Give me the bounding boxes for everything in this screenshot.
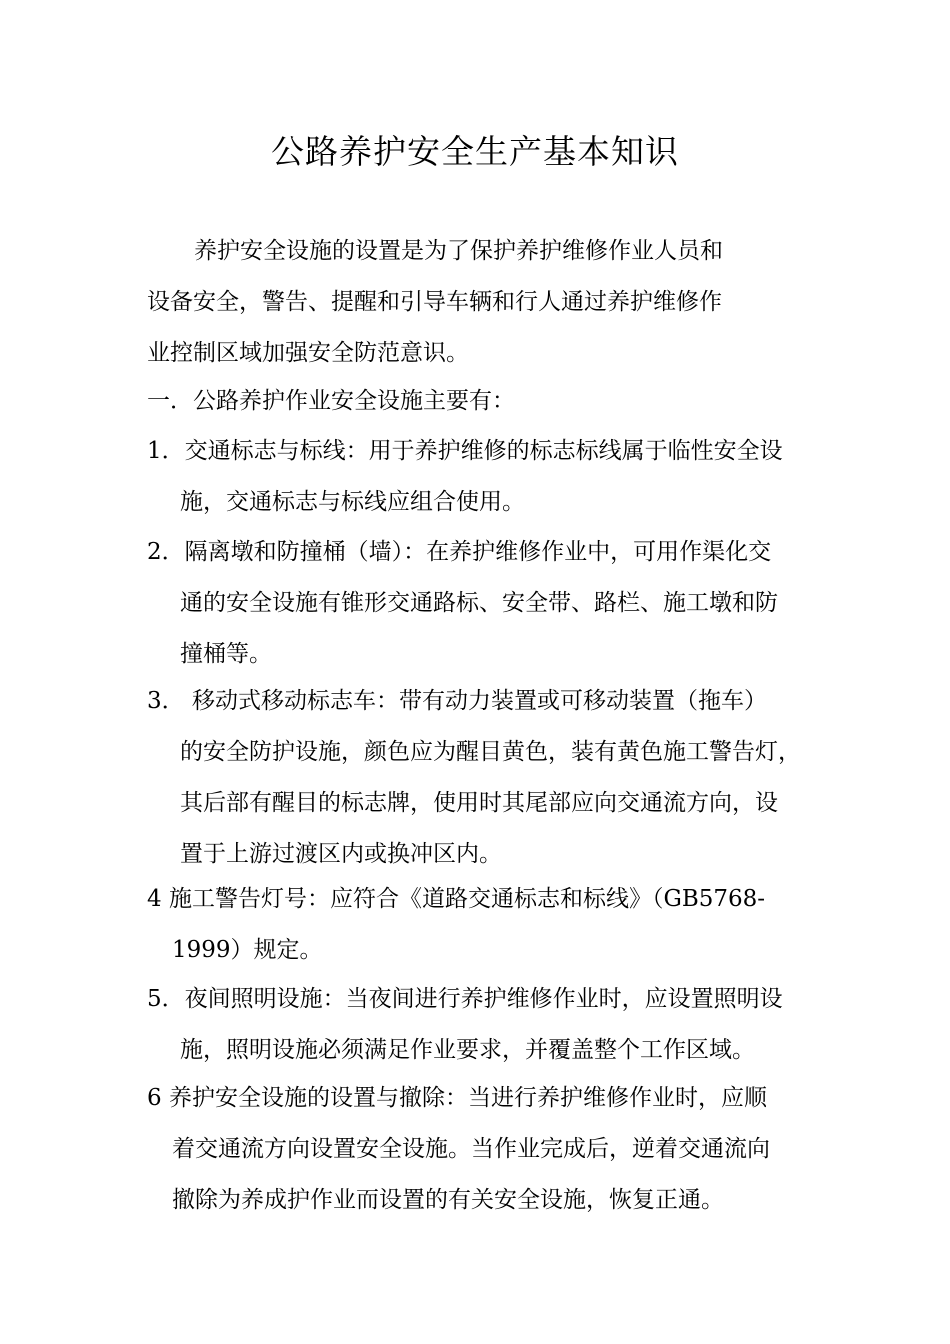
list-item-line: 施，照明设施必须满足作业要求，并覆盖整个工作区域。 — [180, 1037, 755, 1063]
list-item-line: 6 养护安全设施的设置与撤除：当进行养护维修作业时，应顺 — [147, 1085, 767, 1111]
list-item-line: 其后部有醒目的标志牌，使用时其尾部应向交通流方向，设 — [180, 790, 778, 816]
intro-paragraph — [147, 226, 723, 379]
list-item-line: 3． 移动式移动标志车：带有动力装置或可移动装置（拖车） — [147, 688, 767, 714]
list-item-line: 置于上游过渡区内或换冲区内。 — [180, 841, 502, 867]
list-item-line: 撤除为养成护作业而设置的有关安全设施，恢复正通。 — [172, 1187, 724, 1213]
intro-line: 设备安全，警告、提醒和引导车辆和行人通过养护维修作 — [147, 289, 722, 315]
list-item-line: 通的安全设施有锥形交通路标、安全带、路栏、施工墩和防 — [180, 590, 778, 616]
list-item-line: 5．夜间照明设施：当夜间进行养护维修作业时，应设置照明设 — [147, 986, 783, 1012]
list-item-line: 2．隔离墩和防撞桶（墙）：在养护维修作业中，可用作渠化交 — [147, 539, 772, 565]
list-item-1 — [147, 426, 783, 528]
list-item-6 — [147, 1073, 770, 1226]
list-item-line: 1999）规定。 — [172, 937, 323, 963]
document-title: 公路养护安全生产基本知识 — [271, 132, 679, 171]
list-item-5 — [147, 974, 783, 1076]
list-item-line: 着交通流方向设置安全设施。当作业完成后，逆着交通流向 — [172, 1136, 770, 1162]
intro-line: 养护安全设施的设置是为了保护养护维修作业人员和 — [194, 238, 723, 264]
section-heading — [147, 376, 515, 427]
list-item-line: 4 施工警告灯号：应符合《道路交通标志和标线》（GB5768- — [147, 886, 766, 912]
section-heading-text: 一．公路养护作业安全设施主要有： — [147, 388, 515, 414]
list-item-3 — [147, 676, 801, 880]
list-item-2 — [147, 527, 778, 680]
list-item-4 — [147, 874, 765, 976]
list-item-line: 撞桶等。 — [180, 641, 272, 667]
list-item-line: 施，交通标志与标线应组合使用。 — [180, 489, 525, 515]
list-item-line: 1．交通标志与标线：用于养护维修的标志标线属于临性安全设 — [147, 438, 783, 464]
list-item-line: 的安全防护设施，颜色应为醒目黄色，装有黄色施工警告灯， — [180, 739, 801, 765]
intro-line: 业控制区域加强安全防范意识。 — [147, 340, 469, 366]
